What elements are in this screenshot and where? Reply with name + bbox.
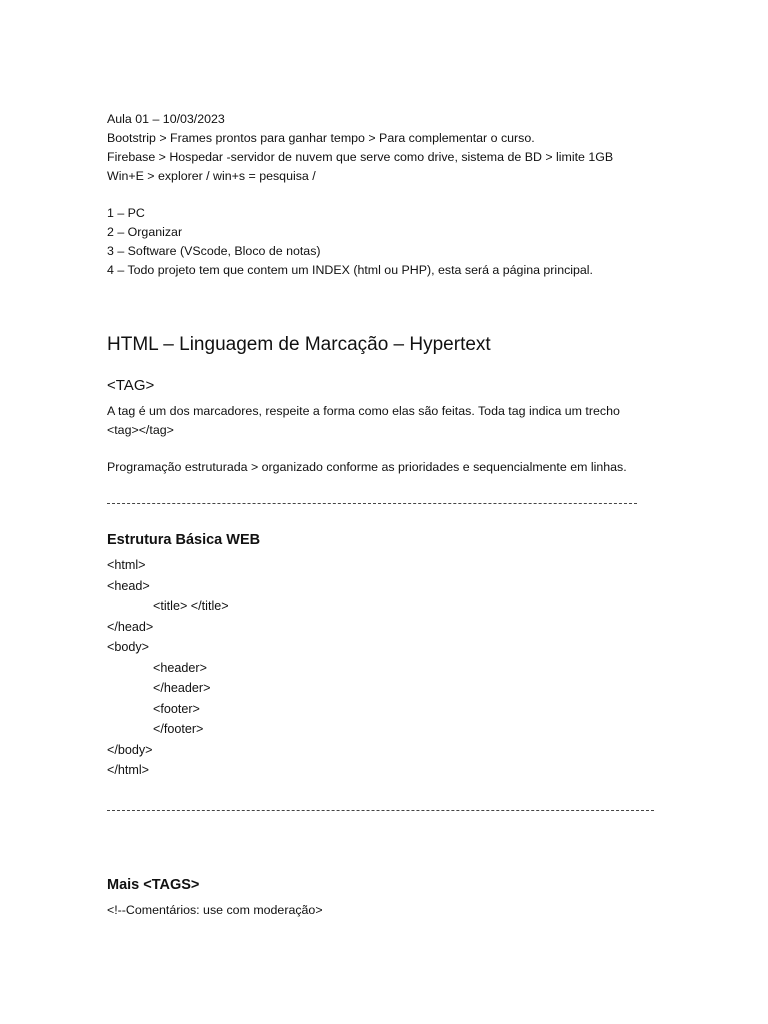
programming-note: Programação estruturada > organizado conforme as prioridades e sequencialmente em linhas. <box>107 460 627 474</box>
step-3: 3 – Software (VScode, Bloco de notas) <box>107 244 321 258</box>
step-2: 2 – Organizar <box>107 225 183 239</box>
comment-example: <!--Comentários: use com moderação> <box>107 903 323 917</box>
bootstrap-note: Bootstrip > Frames prontos para ganhar tempo > Para complementar o curso. <box>107 131 535 145</box>
code-line: </footer> <box>153 722 204 736</box>
document-page <box>107 0 747 1024</box>
code-line: <title> </title> <box>153 599 229 613</box>
step-1: 1 – PC <box>107 206 145 220</box>
html-section-title: HTML – Linguagem de Marcação – Hypertext <box>107 334 491 355</box>
tag-example: <tag></tag> <box>107 423 174 437</box>
shortcut-note: Win+E > explorer / win+s = pesquisa / <box>107 169 316 183</box>
tag-description: A tag é um dos marcadores, respeite a forma como elas são feitas. Toda tag indica um trecho <box>107 404 620 418</box>
step-4: 4 – Todo projeto tem que contem um INDEX (html ou PHP), esta será a página principal. <box>107 263 594 277</box>
code-line: </body> <box>107 742 153 757</box>
code-line: <body> <box>107 640 150 654</box>
firebase-note: Firebase > Hospedar -servidor de nuvem que serve como drive, sistema de BD > limite 1GB <box>107 150 614 164</box>
tag-heading: <TAG> <box>107 377 155 394</box>
lesson-date-line: Aula 01 – 10/03/2023 <box>107 112 225 126</box>
section-divider <box>107 503 637 504</box>
code-line: <head> <box>107 578 150 593</box>
code-line: <footer> <box>153 701 200 716</box>
code-line: <header> <box>153 660 207 675</box>
structure-section-title: Estrutura Básica WEB <box>107 532 261 548</box>
code-line: <html> <box>107 558 146 572</box>
code-line: </html> <box>107 763 149 777</box>
section-divider <box>107 810 654 811</box>
code-line: </head> <box>107 619 154 634</box>
more-tags-title: Mais <TAGS> <box>107 877 200 893</box>
code-line: </header> <box>153 681 211 695</box>
